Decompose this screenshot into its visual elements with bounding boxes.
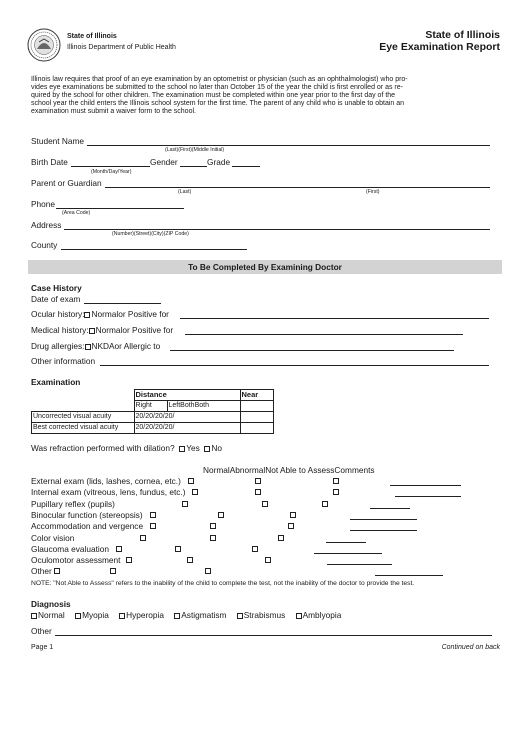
case-history-heading: Case History [31,283,82,293]
diag-hyperopia-checkbox[interactable] [119,613,125,619]
best-corrected-acuity-label: Best corrected visual acuity [32,423,135,434]
medical-positive-field[interactable] [185,334,463,335]
parent-hint-last: (Last) [178,189,192,195]
assess-normal-checkbox[interactable] [188,478,194,484]
assess-comment-field[interactable] [370,508,410,509]
refraction-question: Was refraction performed with dilation? [31,443,175,453]
diag-strabismus-checkbox[interactable] [237,613,243,619]
diag-amblyopia-label: Amblyopia [302,610,342,620]
diagnosis-other-field[interactable] [55,635,492,636]
assess-abnormal-checkbox[interactable] [255,489,261,495]
intro-line: quired by the school for other children. The examination must be completed within one year prior to the first day of the [31,92,396,99]
assess-not-assessable-checkbox[interactable] [322,501,328,507]
medical-history-label: Medical history: [31,325,89,335]
phone-field[interactable] [56,208,184,209]
grade-field[interactable] [232,166,260,167]
parent-field[interactable] [105,187,490,188]
student-name-label: Student Name [31,136,85,146]
diag-normal-checkbox[interactable] [31,613,37,619]
address-label: Address [31,220,62,230]
medical-normal-checkbox[interactable] [89,328,95,334]
refraction-no-label: No [211,443,222,453]
assess-comment-field[interactable] [314,553,382,554]
distance-header: Distance [134,390,240,401]
uncorrected-acuity-label: Uncorrected visual acuity [32,412,135,423]
page-number: Page 1 [31,644,54,651]
diagnosis-options [31,610,349,620]
grade-label: Grade [207,157,231,167]
medical-history-options: Normalor Positive for [95,325,174,335]
uncorrected-acuity-values[interactable]: 20/20/20/20/ [134,412,240,423]
assess-abnormal-checkbox[interactable] [210,535,216,541]
assess-not-assessable-checkbox[interactable] [252,546,258,552]
assess-not-assessable-checkbox[interactable] [205,568,211,574]
ocular-positive-field[interactable] [180,318,489,319]
county-field[interactable] [61,249,247,250]
intro-line: examination must submit a waiver form to the school. [31,108,196,115]
assess-normal-checkbox[interactable] [192,489,198,495]
exam-date-field[interactable] [84,303,161,304]
birth-date-label: Birth Date [31,157,68,167]
diag-amblyopia-checkbox[interactable] [296,613,302,619]
diagnosis-other-label: Other [31,626,52,636]
assess-normal-checkbox[interactable] [116,546,122,552]
parent-label: Parent or Guardian [31,178,102,188]
assess-normal-checkbox[interactable] [140,535,146,541]
diag-myopia-label: Myopia [82,610,109,620]
drug-allergies-row [31,341,160,351]
student-name-hint: (Last)(First)(Middle Initial) [165,147,225,153]
org-name: State of Illinois [67,33,117,40]
drug-allergies-label: Drug allergies: [31,341,85,351]
assess-comment-field[interactable] [327,564,392,565]
assessment-column-headers: NormalAbnormalNot Able to AssessComments [203,465,375,475]
diagnosis-heading: Diagnosis [31,599,71,609]
assess-item-label: Pupillary reflex (pupils) [31,498,115,509]
visual-acuity-table [31,389,274,434]
assess-abnormal-checkbox[interactable] [110,568,116,574]
assess-note: NOTE: "Not Able to Assess" refers to the inability of the child to complete the test, not the inability of the doctor to provide the test. [31,580,415,587]
ocular-history-row [31,309,169,319]
assess-item-label: Internal exam (vitreous, lens, fundus, etc.) [31,487,186,498]
assess-item-label: Accommodation and vergence [31,521,144,532]
drug-allergic-field[interactable] [170,350,454,351]
assess-comment-field[interactable] [375,575,443,576]
assess-normal-checkbox[interactable] [150,523,156,529]
examination-heading: Examination [31,377,81,387]
assess-not-assessable-checkbox[interactable] [278,535,284,541]
assess-abnormal-checkbox[interactable] [175,546,181,552]
right-subheader: Right [134,401,167,412]
assess-item-label: Glaucoma evaluation [31,543,109,554]
address-hint: (Number)(Street)(City)(ZIP Code) [112,231,189,237]
dept-name: Illinois Department of Public Health [67,44,176,51]
address-field[interactable] [64,229,490,230]
assess-item-label: Other [31,566,52,577]
phone-label: Phone [31,199,55,209]
assess-comment-field[interactable] [326,542,366,543]
assess-abnormal-checkbox[interactable] [210,523,216,529]
other-info-label: Other information [31,356,96,366]
intro-line: vides eye examinations be submitted to the school no later than October 15 of the year the child is first enrolled or as re- [31,84,403,91]
ocular-history-options: Normalor Positive for [91,309,169,319]
assess-not-assessable-checkbox[interactable] [290,512,296,518]
best-corrected-acuity-values[interactable]: 20/20/20/20/ [134,423,240,434]
ocular-normal-checkbox[interactable] [84,312,90,318]
diag-normal-label: Normal [38,610,65,620]
diag-astigmatism-label: Astigmatism [181,610,227,620]
assess-not-assessable-checkbox[interactable] [288,523,294,529]
refraction-yes-label: Yes [186,443,200,453]
assess-abnormal-checkbox[interactable] [187,557,193,563]
assess-normal-checkbox[interactable] [126,557,132,563]
diag-myopia-checkbox[interactable] [75,613,81,619]
assess-normal-checkbox[interactable] [150,512,156,518]
diag-astigmatism-checkbox[interactable] [174,613,180,619]
intro-paragraph [31,76,503,116]
medical-history-row [31,325,173,335]
page-title: Eye Examination Report [379,41,500,53]
best-corrected-near-cell[interactable] [240,423,273,434]
intro-line: school year the child enters the Illinois school system for the first time. The parent of any child who is unable to obtain an [31,100,405,107]
assess-not-assessable-checkbox[interactable] [265,557,271,563]
assess-abnormal-checkbox[interactable] [218,512,224,518]
other-info-field[interactable] [100,365,489,366]
parent-hint-first: (First) [366,189,380,195]
near-header: Near [240,390,273,401]
diag-strabismus-label: Strabismus [243,610,286,620]
left-both-subheader: LeftBothBoth [167,401,240,412]
assess-item-label: Oculomotor assessment [31,555,121,566]
assess-item-label: External exam (lids, lashes, cornea, etc.) [31,476,181,486]
exam-date-label: Date of exam [31,294,81,304]
phone-hint: (Area Code) [62,210,91,216]
gender-label: Gender [150,157,178,167]
refraction-no-checkbox[interactable] [204,446,210,452]
assess-not-assessable-checkbox[interactable] [333,478,339,484]
ocular-history-label: Ocular history: [31,309,85,319]
county-label: County [31,240,58,250]
refraction-yes-checkbox[interactable] [179,446,185,452]
uncorrected-near-cell[interactable] [240,412,273,423]
student-name-field[interactable] [87,145,490,146]
assess-comment-field[interactable] [350,519,417,520]
assess-comment-field[interactable] [350,530,417,531]
refraction-row [31,443,222,453]
gender-field[interactable] [180,166,207,167]
assess-item-label: Color vision [31,532,75,543]
assess-comment-field[interactable] [395,496,461,497]
drug-allergies-options: NKDAor Allergic to [91,341,161,351]
assess-abnormal-checkbox[interactable] [255,478,261,484]
assess-not-assessable-checkbox[interactable] [333,489,339,495]
assess-normal-checkbox[interactable] [182,501,188,507]
assess-item-label: Binocular function (stereopsis) [31,509,143,520]
drug-nkda-checkbox[interactable] [85,344,91,350]
intro-line: Illinois law requires that proof of an eye examination by an optometrist or physician (such as an ophthalmologist) who pro- [31,76,408,83]
diag-hyperopia-label: Hyperopia [126,610,164,620]
birth-date-field[interactable] [71,166,150,167]
assess-normal-checkbox[interactable] [54,568,60,574]
title-line1: State of Illinois [425,29,500,41]
assess-comment-field[interactable] [390,485,461,486]
assess-abnormal-checkbox[interactable] [262,501,268,507]
birth-date-hint: (Month/Day/Year) [91,169,132,175]
doctor-section-banner: To Be Completed By Examining Doctor [28,260,502,274]
continued-note: Continued on back [441,644,500,651]
state-seal-logo [27,28,61,62]
